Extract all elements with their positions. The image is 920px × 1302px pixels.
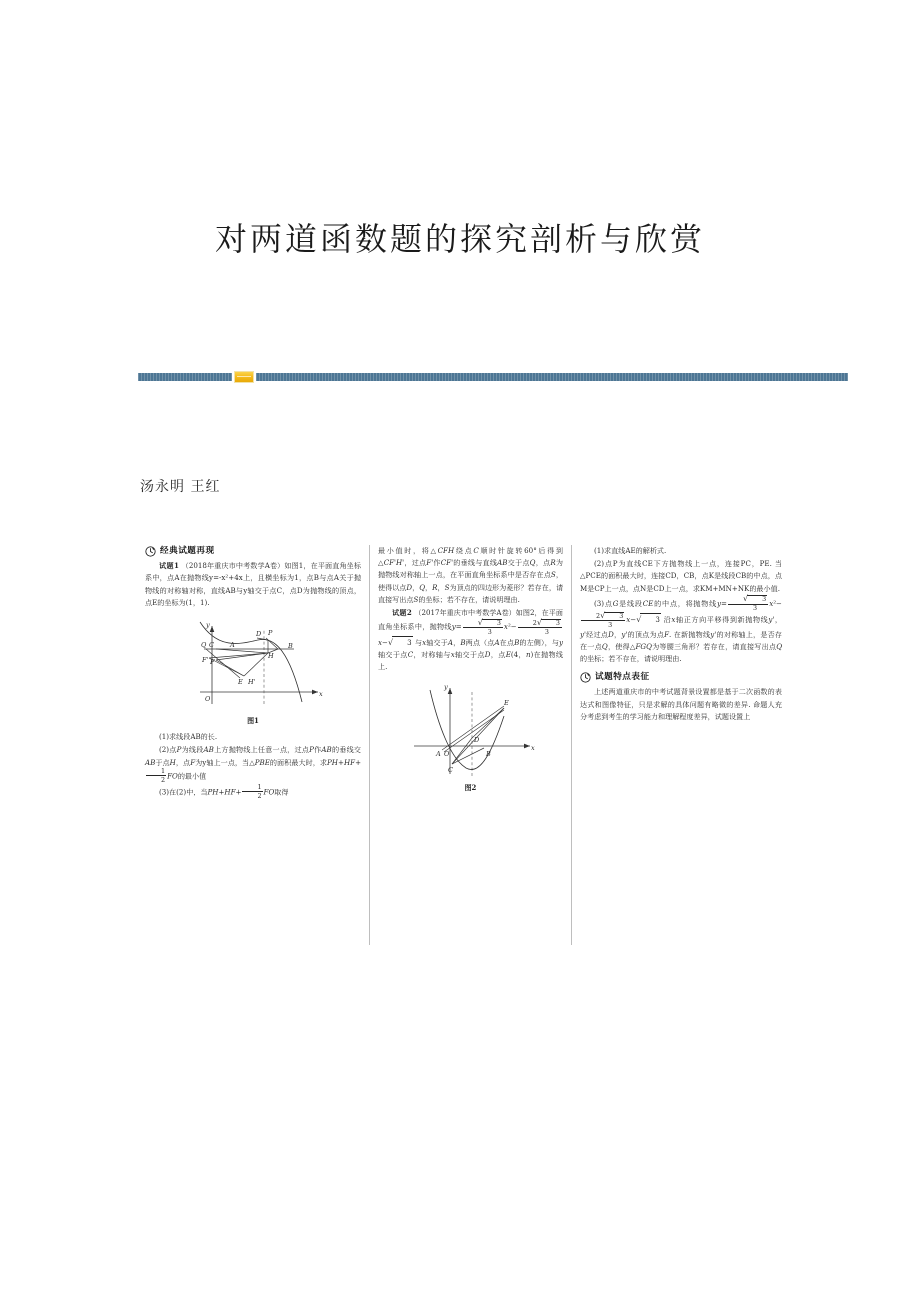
svg-text:H': H' [248, 678, 256, 687]
svg-text:P: P [268, 629, 273, 638]
problem-2-label: 试题2 [392, 608, 413, 618]
features-paragraph: 上述两道重庆市的中考试题背景设置都是基于二次函数的表达式和图像特征，只是求解的具体问题有略微的差异. 命题人充分考虑到考生的学习能力和理解程度差异，试题设置上 [580, 687, 782, 721]
section-heading-classic-problems [145, 545, 361, 557]
svg-text:A: A [435, 750, 441, 759]
svg-text:B: B [485, 750, 491, 759]
article-column-3 [571, 545, 790, 945]
article-column-2 [369, 545, 571, 945]
problem-1-part-2: (2)点P为线段AB上方抛物线上任意一点，过点P作AB的垂线交AB于点H，点F为y轴上一点，当△PBE的面积最大时，求PH+HF+ $\frac{1}{2}$ FO的最小值 [145, 745, 362, 784]
problem-1-part-3-continued: 最小值时，将△CFH绕点C顺时针旋转60°后得到△CF'H'，过点F'作CF'的垂线与直线AB交于点Q，点R为抛物线对称轴上一点，在平面直角坐标系中是否存在点S，使得以点D，Q，R，S为顶点的四边形为菱形？若存在，请直接写出点S的坐标；若不存在，请说明理由. [378, 546, 564, 604]
svg-text:E: E [238, 678, 243, 687]
figure-1 [145, 616, 361, 727]
svg-text:A: A [230, 641, 235, 650]
section-heading-label: 经典试题再现 [160, 546, 215, 556]
clock-arrow-icon [580, 672, 591, 683]
svg-text:y: y [443, 683, 448, 692]
svg-text:Q: Q [201, 641, 207, 650]
section-heading-problem-features [580, 671, 782, 683]
clock-arrow-icon [145, 546, 156, 557]
svg-text:O: O [443, 750, 449, 759]
figure-2 [378, 680, 563, 794]
problem-1-text: （2018年重庆市中考数学A卷）如图1，在平面直角坐标系中，点A在抛物线y=-x²+4x上，且横坐标为1，点B与点A关于抛物线的对称轴对称，直线AB与y轴交于点C，点D为抛物线的顶点，点E的坐标为(1，1). [145, 561, 361, 607]
decorative-divider [138, 371, 848, 383]
figure-2-caption: 图2 [464, 783, 477, 793]
problem-2-part-1: (1)求直线AE的解析式. [594, 546, 667, 555]
svg-text:y: y [206, 621, 210, 630]
section-heading-label: 试题特点表征 [595, 672, 650, 683]
problem-2-statement: 试题2 （2017年重庆市中考数学A卷）如图2，在平面直角坐标系中，抛物线y= $\frac{√ 3}{3}$ x²− $\frac{2√ 3}{3}$ x−√ 3 与x轴交于A，B两点（点A在点B的左侧），与y轴交于点C，对称轴与x轴交于点D，点E(4，n)在抛物线上. [378, 608, 564, 672]
divider-bar-right [256, 373, 848, 381]
problem-1-label: 试题1 [159, 561, 180, 571]
svg-text:O: O [205, 695, 211, 704]
svg-text:x: x [319, 690, 323, 699]
problem-1-part-3: (3)在(2)中，当PH+HF+ $\frac{1}{2}$ FO取得 [159, 783, 289, 800]
divider-gold-badge-icon [234, 371, 254, 383]
problem-2-part-3: (3)点G是线段CE的中点，将抛物线y= $\frac{√ 3}{3}$ x²− $\frac{2√ 3}{3}$ x−√ 3 沿x轴正方向平移得到新抛物线y'，y'经过点D，y'的顶点为点F. 在新抛物线y'的对称轴上，是否存在一点Q，使得△FGQ为等腰三角形？若存在，请直接写出点Q的坐标；若不存在，请说明理由. [580, 594, 783, 664]
problem-1-statement [145, 560, 361, 609]
svg-text:F': F' [202, 656, 209, 665]
svg-text:C: C [209, 641, 214, 650]
figure-1-caption: 图1 [247, 716, 259, 726]
svg-text:F: F [210, 658, 215, 667]
author-byline: 汤永明 王红 [140, 479, 221, 495]
problem-1-part-1: (1)求线段AB的长. [159, 732, 218, 742]
svg-text:D: D [256, 630, 262, 639]
svg-text:H: H [268, 652, 274, 661]
scanned-article [137, 545, 790, 945]
article-column-1 [137, 545, 369, 945]
svg-text:C: C [447, 766, 453, 775]
divider-bar-left [138, 373, 232, 381]
svg-text:B: B [288, 642, 293, 651]
svg-text:E: E [503, 699, 509, 708]
svg-text:x: x [530, 744, 535, 753]
svg-text:D: D [473, 736, 479, 745]
page-title: 对两道函数题的探究剖析与欣赏 [214, 220, 705, 258]
problem-2-part-2: (2)点P为直线CE下方抛物线上一点，连接PC，PE. 当△PCE的面积最大时，连接CD，CB，点K是线段CB的中点，点M是CP上一点，点N是CD上一点，求KM+MN+NK的最小值. [580, 559, 782, 593]
